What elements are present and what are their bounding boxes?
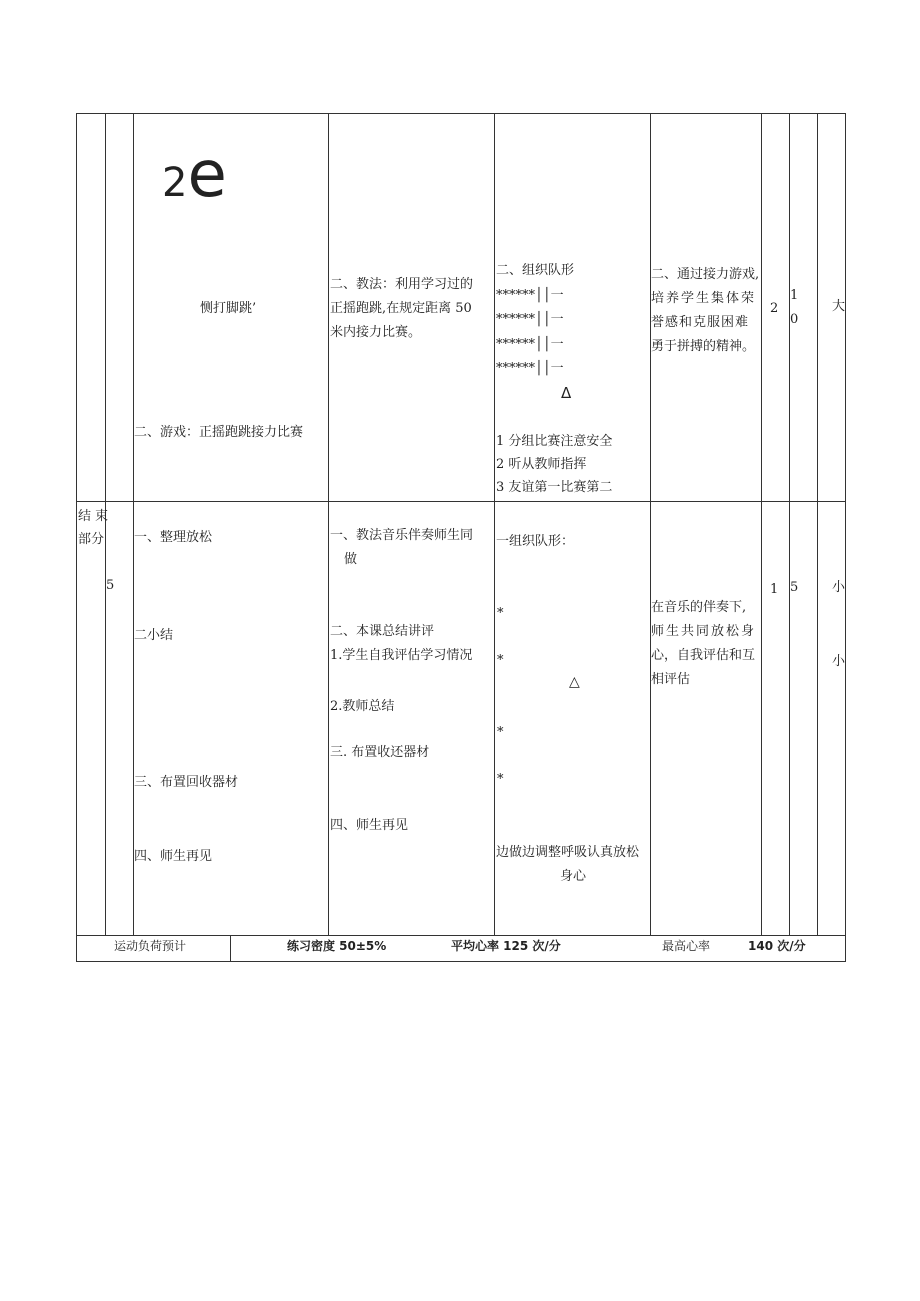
org-star: *: [497, 725, 504, 740]
time-value: 0: [790, 312, 799, 327]
teacher-marker: Δ: [561, 384, 572, 402]
intensity-value: 大: [832, 299, 846, 314]
content-big-mark: [162, 138, 227, 212]
method-line: 正摇跑跳,在规定距离 50: [330, 301, 472, 316]
goal-line: 勇于拼搏的精神。: [651, 339, 756, 354]
org-star: *: [497, 772, 504, 787]
org-row: ******││一: [496, 288, 564, 303]
content-label: 恻打脚跳’: [200, 301, 257, 316]
intensity-value: 小: [832, 654, 846, 669]
goal-line: 在音乐的伴奏下,: [651, 600, 747, 615]
method-line: 一、教法音乐伴奏师生同: [330, 528, 474, 543]
method-line: 2.教师总结: [330, 699, 395, 714]
method-line: 四、师生再见: [330, 818, 409, 833]
method-line: 米内接力比赛。: [330, 325, 422, 340]
content-item: 三、布置回收器材: [134, 775, 239, 790]
section-label: 结 束: [78, 509, 109, 524]
time-value: 5: [790, 580, 799, 595]
max-hr-value: 140 次/分: [748, 939, 806, 953]
org-note: 3 友谊第一比赛第二: [496, 480, 613, 495]
col-divider: [650, 113, 651, 935]
density-value: 练习密度 50±5%: [287, 939, 387, 953]
intensity-value: 小: [832, 580, 846, 595]
load-label: 运动负荷预计: [114, 939, 187, 953]
org-row: ******││一: [496, 361, 564, 376]
section-label: 部分: [78, 532, 105, 547]
time-value: 1: [790, 288, 799, 303]
org-row: ******││一: [496, 312, 564, 327]
minutes-value: 5: [106, 578, 115, 593]
table-top-border: [76, 113, 846, 114]
col-divider: [817, 113, 818, 935]
table-left-border: [76, 113, 77, 962]
goal-line: 相评估: [651, 672, 691, 687]
org-row: ******││一: [496, 337, 564, 352]
goal-line: 培养学生集体荣: [651, 291, 757, 306]
org-note: 1 分组比赛注意安全: [496, 434, 613, 449]
teacher-marker: △: [569, 674, 580, 690]
footer-col-divider: [230, 935, 231, 962]
goal-line: 二、通过接力游戏,: [651, 267, 760, 282]
max-hr-label: 最高心率: [662, 939, 711, 953]
big-two: 2: [162, 160, 188, 206]
method-line: 1.学生自我评估学习情况: [330, 648, 473, 663]
avg-hr-value: 平均心率 125 次/分: [451, 939, 561, 953]
content-game: 二、游戏：正摇跑跳接力比赛: [134, 425, 304, 440]
col-divider: [789, 113, 790, 935]
org-title: 一组织队形：: [496, 534, 575, 549]
goal-line: 师生共同放松身: [651, 624, 757, 639]
row-divider: [76, 501, 846, 502]
table-bottom-border: [76, 961, 846, 962]
content-item: 二小结: [134, 628, 174, 643]
org-star: *: [497, 653, 504, 668]
col-divider: [328, 113, 329, 935]
content-item: 一、整理放松: [134, 530, 213, 545]
org-note: 边做边调整呼吸认真放松: [496, 845, 640, 860]
big-e: e: [187, 138, 227, 212]
goal-line: 誉感和克服困难: [651, 315, 750, 330]
count-value: 1: [770, 582, 779, 597]
count-value: 2: [770, 301, 779, 316]
org-title: 二、组织队形: [496, 263, 575, 278]
org-star: *: [497, 606, 504, 621]
col-divider: [494, 113, 495, 935]
table-right-border: [845, 113, 846, 962]
method-line: 三. 布置收还器材: [330, 745, 430, 760]
goal-line: 心，自我评估和互: [651, 648, 756, 663]
method-line: 做: [344, 552, 358, 567]
col-divider: [761, 113, 762, 935]
org-note: 2 听从教师指挥: [496, 457, 587, 472]
content-item: 四、师生再见: [134, 849, 213, 864]
method-line: 二、本课总结讲评: [330, 624, 435, 639]
col-divider: [133, 113, 134, 935]
method-line: 二、教法：利用学习过的: [330, 277, 474, 292]
org-note: 身心: [560, 869, 587, 884]
